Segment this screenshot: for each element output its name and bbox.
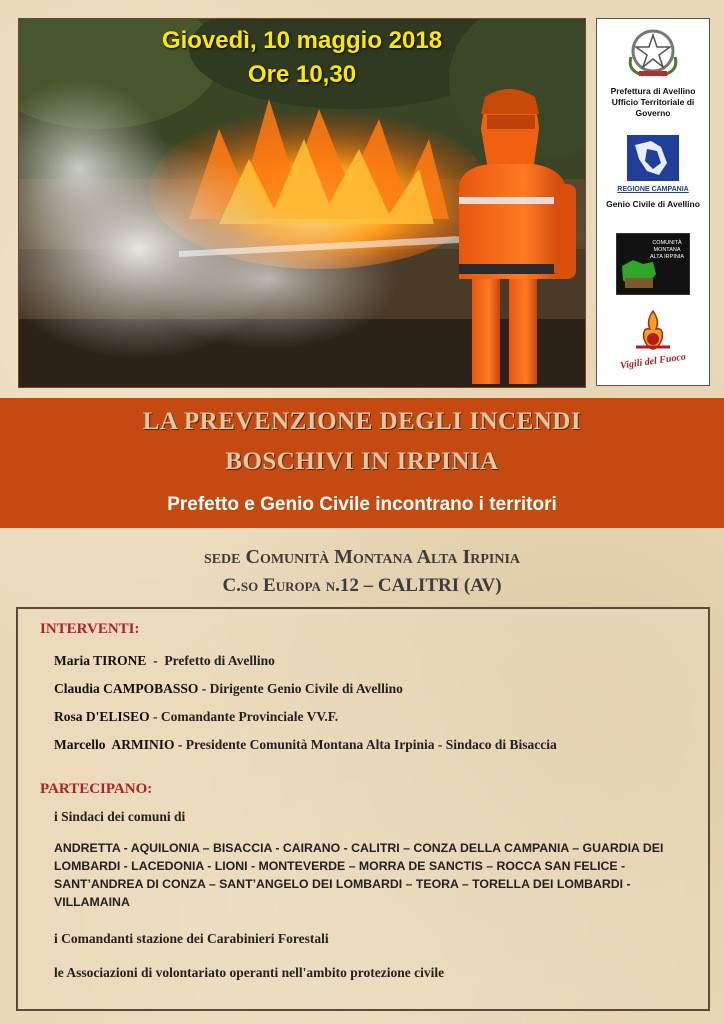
speaker-role: - Presidente Comunità Montana Alta Irpinia - Sindaco di Bisaccia — [174, 737, 557, 752]
speaker-role: - Dirigente Genio Civile di Avellino — [198, 681, 403, 696]
event-time: Ore 10,30 — [247, 61, 357, 88]
speaker-name: Claudia CAMPOBASSO — [54, 681, 199, 696]
vigili-del-fuoco-logo — [597, 309, 709, 372]
speaker-name: Maria TIRONE — [54, 653, 147, 668]
associations-line: le Associazioni di volontariato operanti nell'ambito protezione civile — [54, 965, 445, 980]
mayors-intro: i Sindaci dei comuni di — [54, 809, 186, 824]
carabinieri-line: i Comandanti stazione dei Carabinieri Forestali — [54, 931, 329, 946]
regione-campania-logo-icon — [625, 133, 681, 193]
speaker-role: - Prefetto di Avellino — [146, 653, 275, 668]
title-line-1: LA PREVENZIONE DEGLI INCENDI — [142, 408, 582, 435]
comunita-montana-logo — [597, 233, 709, 295]
speaker-row — [54, 737, 557, 753]
regione-campania-badge: REGIONE CAMPANIA — [617, 186, 689, 193]
regione-campania-logo — [597, 133, 709, 210]
towns-list: ANDRETTA - AQUILONIA – BISACCIA - CAIRANO - CALITRI – CONZA DELLA CAMPANIA – GUARDIA DEI LOMBARDI - LACEDONIA - LIONI - MONTEVERDE – MORRA DE SANCTIS – ROCCA SAN FELICE - SANT’ANDREA DI CONZA – SANT’ANGELO DEI LOMBARDI – TEORA – TORELLA DEI LOMBARDI - VILLAMAINA — [54, 841, 664, 909]
speaker-row — [54, 709, 338, 725]
speaker-name: Rosa D'ELISEO — [54, 709, 150, 724]
prefettura-logo — [597, 27, 709, 119]
prefettura-caption: Prefettura di Avellino Ufficio Territoriale di Governo — [610, 86, 696, 118]
speaker-role: - Comandante Provinciale VV.F. — [149, 709, 339, 724]
hero-photo — [18, 18, 586, 388]
venue-city: – CALITRI (AV) — [358, 575, 502, 596]
program-box — [16, 607, 710, 1011]
vigili-del-fuoco-logo-icon — [628, 309, 678, 355]
comunita-montana-badge: COMUNITÀ MONTANA ALTA IRPINIA — [649, 240, 685, 260]
speaker-row — [54, 653, 275, 669]
vigili-del-fuoco-caption: Vigili del Fuoco — [619, 351, 687, 372]
logo-panel — [596, 18, 710, 386]
speaker-row — [54, 681, 403, 697]
event-date: Giovedì, 10 maggio 2018 — [161, 27, 443, 54]
genio-civile-caption: Genio Civile di Avellino — [606, 199, 700, 209]
comunita-montana-logo-icon — [616, 233, 690, 295]
venue-line-2 — [0, 575, 724, 597]
partecipano-heading: PARTECIPANO: — [40, 781, 153, 797]
title-line-2: BOSCHIVI IN IRPINIA — [225, 448, 499, 475]
italian-republic-emblem-icon — [623, 27, 683, 79]
venue-line-1: sede Comunità Montana Alta Irpinia — [203, 546, 521, 568]
subtitle: Prefetto e Genio Civile incontrano i territori — [167, 494, 557, 515]
interventi-heading: INTERVENTI: — [40, 621, 140, 637]
speaker-name: Marcello ARMINIO — [54, 737, 175, 752]
title-banner — [0, 398, 724, 528]
venue-address: C.so Europa n.12 — [222, 575, 359, 596]
